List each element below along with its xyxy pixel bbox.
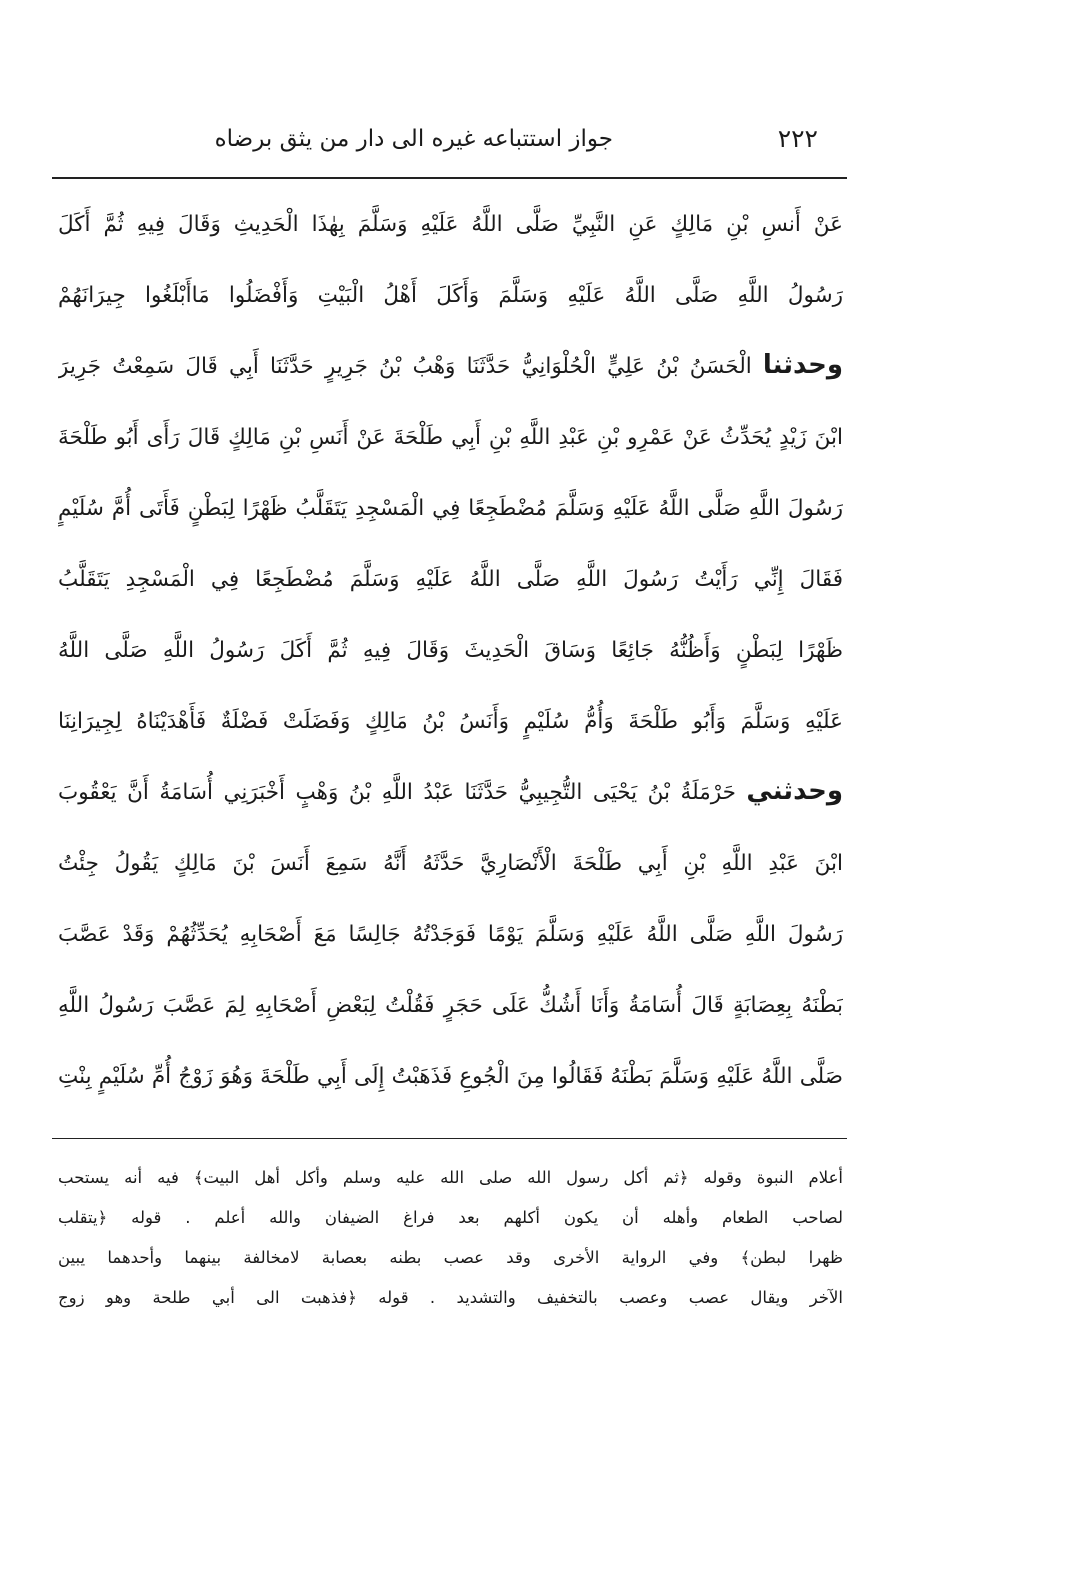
commentary-block: [58, 1158, 843, 1318]
line-text: رَسُولُ اللَّهِ صَلَّى اللَّهُ عَلَيْهِ وَسَلَّمَ وَأَكَلَ أَهْلُ الْبَيْتِ وَأَفْضَلُوا مَاأَبْلَغُوا جِيرَانَهُمْ: [58, 283, 843, 308]
line-text: رَسُولَ اللَّهِ صَلَّى اللَّهُ عَلَيْهِ وَسَلَّمَ يَوْمًا فَوَجَدْتُهُ جَالِسًا مَعَ أَصْحَابِهِ يُحَدِّثُهُمْ وَقَدْ عَصَّبَ: [58, 922, 843, 947]
text-line: [58, 827, 843, 898]
text-line: [58, 472, 843, 543]
text-line: [58, 898, 843, 969]
text-line: [58, 330, 843, 401]
text-line: [58, 401, 843, 472]
commentary-line: ظهرا لبطن﴾ وفي الرواية الأخرى وقد عصب بطنه بعصابة لامخالفة بينهما وأحدهما يبين: [58, 1248, 843, 1267]
text-line: [58, 543, 843, 614]
text-line: [58, 969, 843, 1040]
hadith-text-block: [58, 188, 843, 1111]
line-text: ابْنَ عَبْدِ اللَّهِ بْنِ أَبِي طَلْحَةَ الْأَنْصَارِيَّ حَدَّثَهُ أَنَّهُ سَمِعَ أَنَسَ بْنَ مَالِكٍ يَقُولُ جِئْتُ: [58, 851, 843, 876]
text-line: [58, 188, 843, 259]
commentary-divider: [52, 1138, 847, 1139]
line-text: عَلَيْهِ وَسَلَّمَ وَأَبُو طَلْحَةَ وَأُمُّ سُلَيْمٍ وَأَنَسُ بْنُ مَالِكٍ وَفَضَلَتْ فَضْلَةٌ فَأَهْدَيْنَاهُ لِجِيرَانِنَا: [58, 709, 843, 734]
line-text: الْحَسَنُ بْنُ عَلِيٍّ الْحُلْوَانِيُّ حَدَّثَنَا وَهْبُ بْنُ جَرِيرٍ حَدَّثَنَا أَبِي قَالَ سَمِعْتُ جَرِيرَ: [58, 354, 752, 379]
running-title: جواز استتباعه غيره الى دار من يثق برضاه: [214, 126, 613, 152]
line-text: ظَهْرًا لِبَطْنٍ وَأَظُنُّهُ جَائِعًا وَسَاقَ الْحَدِيثَ وَقَالَ فِيهِ ثُمَّ أَكَلَ رَسُولُ اللَّهِ صَلَّى اللَّهُ: [58, 638, 843, 663]
text-line: [58, 259, 843, 330]
header-divider: [52, 177, 847, 179]
commentary-line: الآخر ويقال عصب وعصب بالتخفيف والتشديد . قوله ﴿فذهبت الى أبي طلحة وهو زوج: [58, 1288, 843, 1307]
commentary-line: لصاحب الطعام وأهله أن يكون أكلهم بعد فراغ الضيفان والله أعلم . قوله ﴿يتقلب: [58, 1208, 843, 1227]
text-line: [58, 614, 843, 685]
narration-lead: وحدثنا: [762, 350, 843, 380]
line-text: ابْنَ زَيْدٍ يُحَدِّثُ عَنْ عَمْرِو بْنِ عَبْدِ اللَّهِ بْنِ أَبِي طَلْحَةَ عَنْ أَنَسِ بْنِ مَالِكٍ قَالَ رَأَى أَبُو طَلْحَةَ: [58, 425, 843, 450]
line-text: فَقَالَ إِنِّي رَأَيْتُ رَسُولَ اللَّهِ صَلَّى اللَّهُ عَلَيْهِ وَسَلَّمَ مُضْطَجِعًا فِي الْمَسْجِدِ يَتَقَلَّبُ: [58, 567, 843, 592]
page-number: ٢٢٢: [777, 124, 818, 153]
line-text: صَلَّى اللَّهُ عَلَيْهِ وَسَلَّمَ بَطْنَهُ فَقَالُوا مِنَ الْجُوعِ فَذَهَبْتُ إِلَى أَبِي طَلْحَةَ وَهُوَ زَوْجُ أُمِّ سُلَيْمٍ بِنْتِ: [58, 1064, 843, 1089]
commentary-line: أعلام النبوة وقوله ﴿ثم أكل رسول الله صلى الله عليه وسلم وأكل أهل البيت﴾ فيه أنه يستحب: [58, 1168, 843, 1187]
line-text: رَسُولَ اللَّهِ صَلَّى اللَّهُ عَلَيْهِ وَسَلَّمَ مُضْطَجِعًا فِي الْمَسْجِدِ يَتَقَلَّبُ ظَهْرًا لِبَطْنٍ فَأَتَى أُمَّ سُلَيْمٍ: [58, 496, 843, 521]
line-text: بَطْنَهُ بِعِصَابَةٍ قَالَ أُسَامَةُ وَأَنَا أَشُكُّ عَلَى حَجَرٍ فَقُلْتُ لِبَعْضِ أَصْحَابِهِ لِمَ عَصَّبَ رَسُولُ اللَّهِ: [58, 993, 843, 1018]
narration-lead: وحدثني: [746, 776, 843, 806]
text-line: [58, 756, 843, 827]
line-text: حَرْمَلَةُ بْنُ يَحْيَى التُّجِيبِيُّ حَدَّثَنَا عَبْدُ اللَّهِ بْنُ وَهْبٍ أَخْبَرَنِي أُسَامَةُ أَنَّ يَعْقُوبَ: [58, 780, 736, 805]
text-line: [58, 1040, 843, 1111]
text-line: [58, 685, 843, 756]
line-text: عَنْ أَنسِ بْنِ مَالِكٍ عَنِ النَّبِيِّ صَلَّى اللَّهُ عَلَيْهِ وَسَلَّمَ بِهٰذَا الْحَدِيثِ وَقَالَ فِيهِ ثُمَّ أَكَلَ: [58, 212, 843, 237]
page-header: [48, 112, 848, 166]
